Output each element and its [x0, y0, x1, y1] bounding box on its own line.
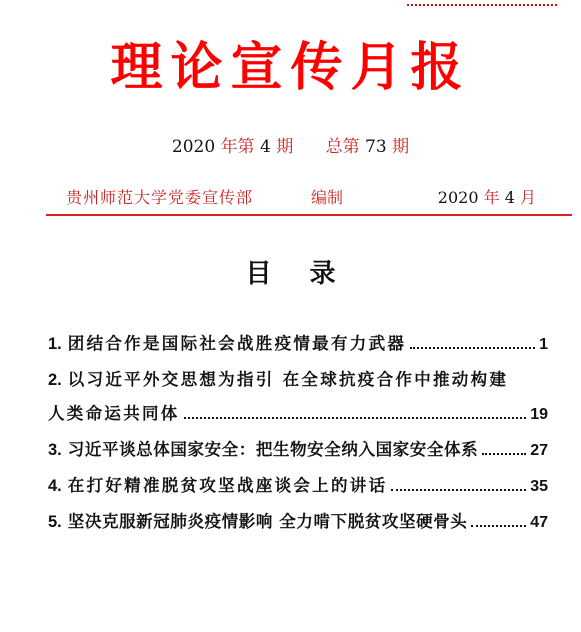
toc-entry-title: 在打好精准脱贫攻坚战座谈会上的讲话 — [67, 476, 388, 495]
table-of-contents — [48, 330, 548, 544]
toc-entry-number: 4. — [48, 477, 62, 495]
masthead-title: 理论宣传月报 — [110, 37, 471, 98]
toc-entry-title: 团结合作是国际社会战胜疫情最有力武器 — [67, 334, 407, 353]
toc-entry-number: 3. — [48, 441, 62, 459]
total-prefix: 总第 — [325, 137, 360, 157]
date-year: 2020 — [437, 188, 479, 207]
publisher-name: 贵州师范大学党委宣传部 — [66, 188, 254, 207]
toc-entry-page: 19 — [530, 406, 548, 423]
toc-leader-dots — [391, 489, 526, 491]
toc-entry-number: 5. — [48, 513, 62, 531]
publisher-row — [66, 186, 536, 210]
issue-line — [0, 136, 581, 158]
toc-leader-dots — [184, 417, 527, 419]
toc-entry-page: 1 — [539, 336, 548, 353]
toc-entry-page: 35 — [530, 478, 548, 495]
toc-leader-dots — [471, 525, 526, 527]
toc-entry-5[interactable] — [48, 508, 548, 534]
toc-entry-number: 1. — [48, 335, 62, 353]
toc-entry-title-continued: 人类命运共同体 — [48, 404, 180, 423]
toc-entry-page: 47 — [530, 514, 548, 531]
publish-date — [438, 186, 536, 210]
toc-entry-title: 坚决克服新冠肺炎疫情影响 全力啃下脱贫攻坚硬骨头 — [67, 512, 468, 531]
toc-entry-title: 以习近平外交思想为指引 在全球抗疫合作中推动构建 — [67, 370, 509, 389]
toc-heading: 目录 — [245, 259, 374, 289]
toc-entry-3[interactable] — [48, 436, 548, 462]
toc-entry-4[interactable] — [48, 472, 548, 498]
toc-entry-1[interactable] — [48, 330, 548, 356]
top-edge-mark — [407, 0, 557, 6]
total-number: 73 — [365, 137, 387, 157]
total-suffix: 期 — [392, 137, 410, 157]
toc-entry-2-continued[interactable] — [48, 400, 548, 426]
compiled-label: 编制 — [311, 188, 344, 207]
date-month: 4 — [504, 188, 515, 207]
issue-suffix: 期 — [276, 137, 294, 157]
toc-entry-page: 27 — [530, 442, 548, 459]
toc-entry-number: 2. — [48, 371, 62, 389]
issue-year-suffix: 年第 — [220, 137, 255, 157]
toc-entry-title: 习近平谈总体国家安全：把生物安全纳入国家安全体系 — [67, 440, 479, 459]
header-divider — [46, 214, 572, 216]
toc-leader-dots — [410, 347, 535, 349]
date-month-suffix: 月 — [519, 188, 536, 207]
date-year-suffix: 年 — [483, 188, 500, 207]
issue-number: 4 — [259, 137, 271, 157]
issue-year: 2020 — [171, 137, 216, 157]
toc-leader-dots — [482, 453, 526, 455]
toc-entry-2[interactable] — [48, 366, 548, 392]
